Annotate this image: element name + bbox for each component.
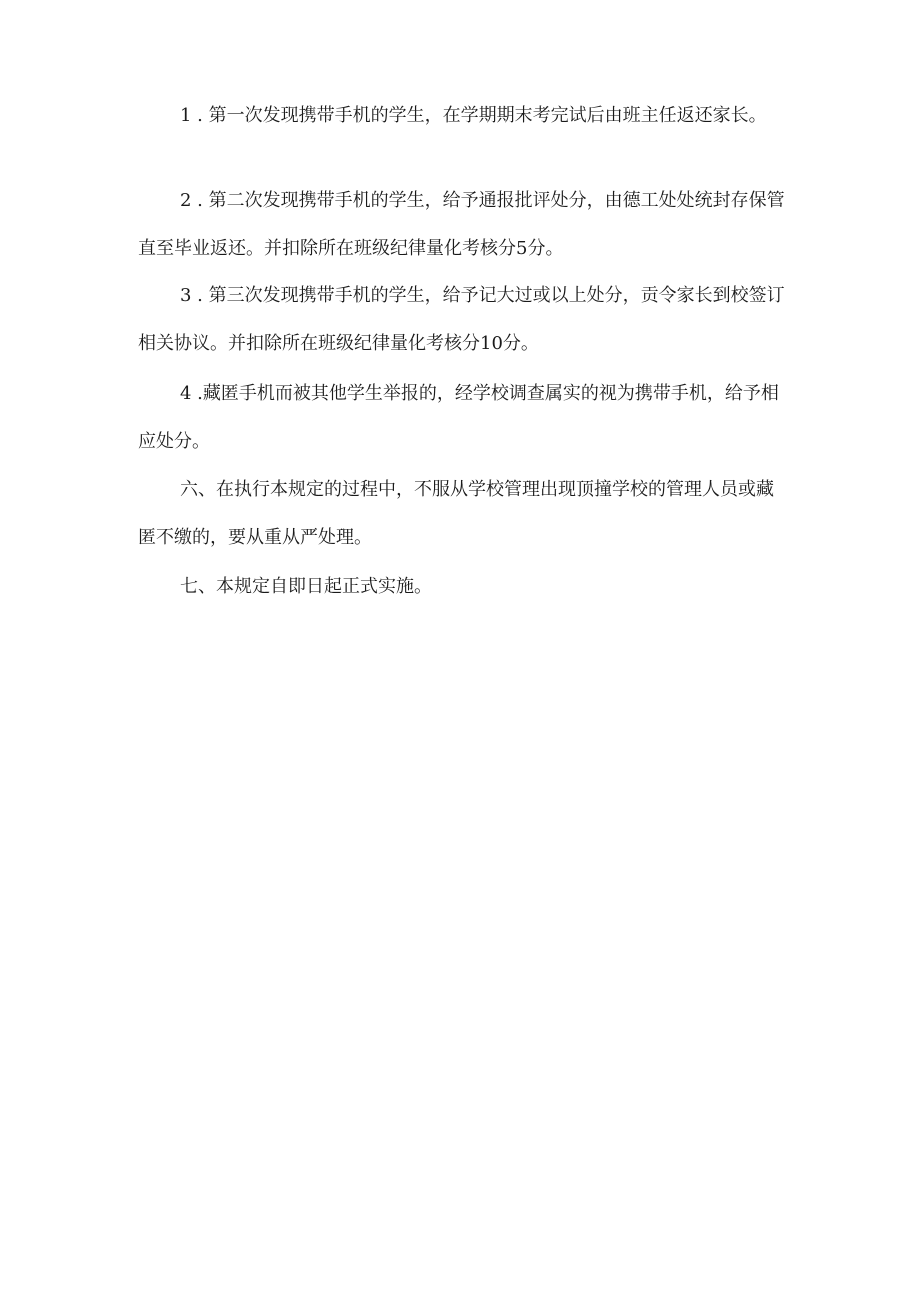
paragraph-rule-1: 1 . 第一次发现携带手机的学生，在学期期末考完试后由班主任返还家长。 — [180, 105, 767, 126]
paragraph-section-six: 六、在执行本规定的过程中，不服从学校管理出现顶撞学校的管理人员或藏匿不缴的，要从重从严处理。 — [138, 479, 774, 548]
paragraph-rule-4: 4 .藏匿手机而被其他学生举报的，经学校调查属实的视为携带手机，给予相应处分。 — [138, 383, 779, 452]
paragraph-rule-3: 3 . 第三次发现携带手机的学生，给予记大过或以上处分，贡令家长到校签订相关协议。并扣除所在班级纪律量化考核分10分。 — [138, 285, 785, 354]
paragraph-rule-2: 2 . 第二次发现携带手机的学生，给予通报批评处分，由德工处处统封存保管直至毕业返还。并扣除所在班级纪律量化考核分5分。 — [138, 190, 785, 259]
paragraph-section-seven: 七、本规定自即日起正式实施。 — [180, 576, 432, 597]
